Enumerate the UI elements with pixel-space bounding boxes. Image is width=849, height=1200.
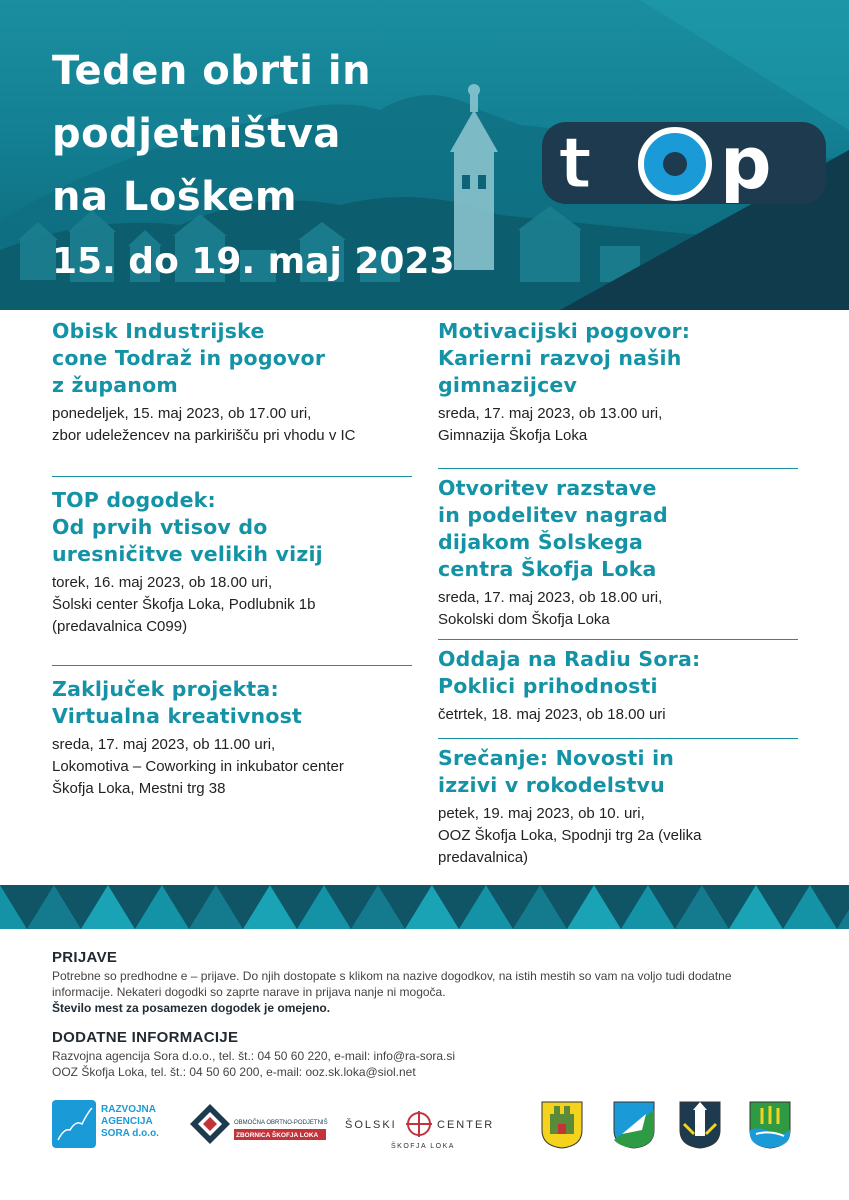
svg-text:t: t — [558, 121, 593, 205]
event-series-title: Teden obrti in podjetništva na Loškem — [52, 48, 372, 220]
top-logo — [540, 118, 830, 208]
event-title-link[interactable]: Zaključek projekta: Virtualna kreativnost — [52, 677, 303, 728]
partner-logos — [0, 1098, 849, 1158]
events-column-right — [438, 318, 798, 889]
registration-text: Potrebne so predhodne e – prijave. Do njih dostopate s klikom na nazive dogodkov, na istih mestih so vam na voljo tudi dodatne — [52, 969, 732, 983]
ra-sora-logo[interactable] — [52, 1100, 162, 1152]
event-item — [52, 487, 412, 666]
events-column-left — [52, 318, 412, 820]
event-item — [438, 745, 798, 883]
crest-skofja-loka-icon[interactable] — [540, 1100, 584, 1154]
contact-ra-sora: Razvojna agencija Sora d.o.o., tel. št.: 04 50 60 220, e-mail: info@ra-sora.si — [52, 1049, 456, 1063]
event-title-link[interactable]: Obisk Industrijske cone Todraž in pogovor z županom — [52, 319, 326, 397]
info-section — [52, 948, 812, 1080]
event-title-link[interactable]: Srečanje: Novosti in izzivi v rokodelstvu — [438, 746, 675, 797]
registration-text: informacije. Nekateri dogodki so zaprte narave in prijava nanje ni mogoča. — [52, 985, 446, 999]
svg-text:p: p — [720, 121, 772, 205]
event-title-link[interactable]: TOP dogodek: Od prvih vtisov do uresničitve velikih vizij — [52, 488, 323, 566]
event-item — [438, 318, 798, 469]
registration-heading: PRIJAVE — [52, 949, 118, 966]
decorative-triangle-strip — [0, 885, 849, 929]
event-details: četrtek, 18. maj 2023, ob 18.00 uri — [438, 706, 666, 723]
event-details: sreda, 17. maj 2023, ob 11.00 uri, Lokomotiva – Coworking in inkubator center Škofja Loka, Mestni trg 38 — [52, 736, 344, 797]
event-item — [438, 475, 798, 640]
event-details: torek, 16. maj 2023, ob 18.00 uri, Šolski center Škofja Loka, Podlubnik 1b (predavalnica C099) — [52, 574, 316, 635]
event-details: sreda, 17. maj 2023, ob 13.00 uri, Gimnazija Škofja Loka — [438, 405, 663, 444]
event-series-dates: 15. do 19. maj 2023 — [52, 241, 455, 282]
contact-ooz: OOZ Škofja Loka, tel. št.: 04 50 60 200, e-mail: ooz.sk.loka@siol.net — [52, 1065, 416, 1079]
event-details: ponedeljek, 15. maj 2023, ob 17.00 uri, zbor udeležencev na parkirišču pri vhodu v IC — [52, 405, 356, 444]
ra-sora-line: AGENCIJA — [101, 1116, 153, 1127]
crest-zalezniki-icon[interactable] — [678, 1100, 722, 1154]
ra-sora-line: RAZVOJNA — [101, 1104, 157, 1115]
solski-center-logo[interactable] — [345, 1106, 495, 1154]
crest-zelezniki-icon[interactable] — [612, 1100, 656, 1154]
event-title-link[interactable]: Motivacijski pogovor: Karierni razvoj naših gimnazijcev — [438, 319, 691, 397]
solski-line: ŠKOFJA LOKA — [391, 1143, 455, 1150]
event-title-link[interactable]: Otvoritev razstave in podelitev nagrad dijakom Šolskega centra Škofja Loka — [438, 476, 668, 581]
ooz-logo[interactable] — [188, 1102, 328, 1150]
event-item — [438, 646, 798, 739]
registration-limit-note: Število mest za posamezen dogodek je omejeno. — [52, 1001, 331, 1015]
crest-gorenja-vas-icon[interactable] — [748, 1100, 792, 1154]
ooz-line: ZBORNICA ŠKOFJA LOKA — [236, 1132, 319, 1139]
ra-sora-line: SORA d.o.o. — [101, 1128, 159, 1139]
solski-line: ŠOLSKI — [345, 1119, 397, 1131]
contact-heading: DODATNE INFORMACIJE — [52, 1029, 239, 1046]
hero-banner — [0, 0, 849, 310]
ooz-line: OBMOČNA OBRTNO-PODJETNIŠKA — [234, 1120, 328, 1126]
solski-line: CENTER — [437, 1119, 495, 1131]
event-title-link[interactable]: Oddaja na Radiu Sora: Poklici prihodnosti — [438, 647, 701, 698]
event-item — [52, 318, 412, 477]
event-item — [52, 676, 412, 814]
event-details: sreda, 17. maj 2023, ob 18.00 uri, Sokolski dom Škofja Loka — [438, 589, 663, 628]
event-details: petek, 19. maj 2023, ob 10. uri, OOZ Škofja Loka, Spodnji trg 2a (velika predavalnica) — [438, 805, 702, 866]
